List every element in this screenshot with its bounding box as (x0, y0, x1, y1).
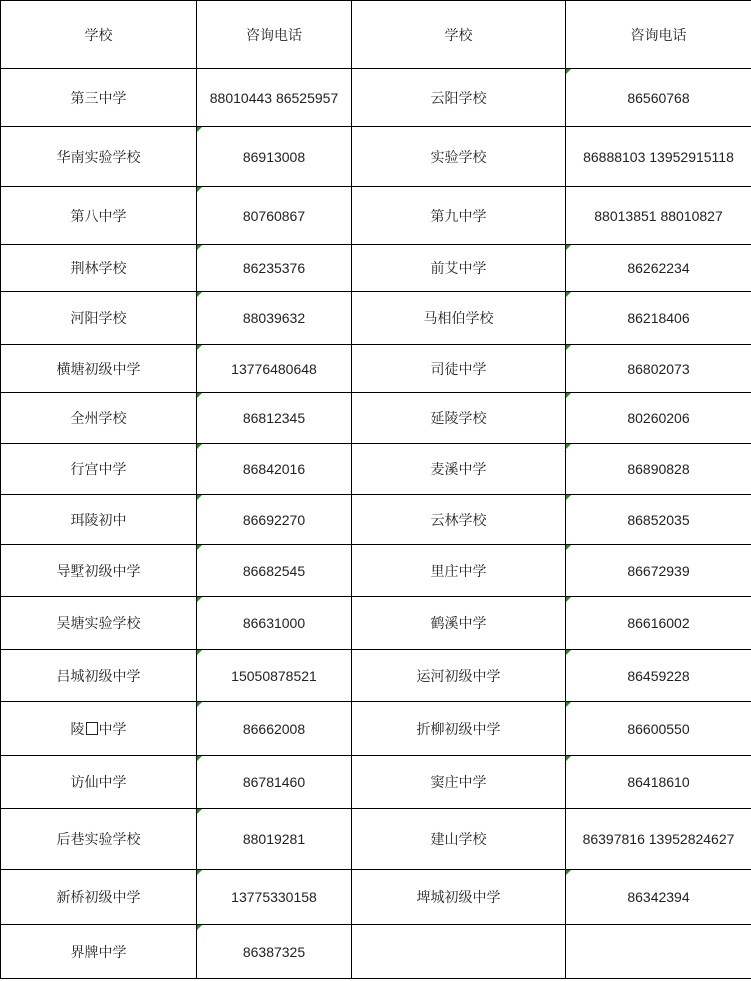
phone-cell[interactable]: 86692270 (197, 495, 352, 545)
school-name-cell[interactable]: 导墅初级中学 (1, 545, 197, 597)
school-name-prefix: 陵 (70, 721, 85, 738)
header-row (1, 1, 751, 69)
table-row (1, 292, 751, 345)
table-row (1, 444, 751, 495)
phone-cell[interactable]: 86888103 13952915118 (566, 127, 751, 187)
phone-cell[interactable]: 13775330158 (197, 870, 352, 925)
school-name-cell[interactable]: 云林学校 (352, 495, 566, 545)
phone-cell[interactable]: 88019281 (197, 809, 352, 870)
table-row (1, 702, 751, 756)
empty-cell[interactable] (352, 925, 566, 979)
school-name-cell[interactable]: 横塘初级中学 (1, 345, 197, 393)
school-name-cell[interactable]: 前艾中学 (352, 245, 566, 292)
phone-cell[interactable]: 13776480648 (197, 345, 352, 393)
header-phone-2: 咨询电话 (566, 1, 751, 69)
table-row (1, 345, 751, 393)
phone-cell[interactable]: 86781460 (197, 756, 352, 809)
school-name-cell[interactable]: 访仙中学 (1, 756, 197, 809)
table-row (1, 127, 751, 187)
school-name-cell[interactable]: 实验学校 (352, 127, 566, 187)
phone-cell[interactable]: 86418610 (566, 756, 751, 809)
table-row (1, 809, 751, 870)
header-phone-1: 咨询电话 (197, 1, 352, 69)
phone-cell[interactable]: 86459228 (566, 650, 751, 702)
phone-cell[interactable]: 86672939 (566, 545, 751, 597)
school-name-cell[interactable]: 云阳学校 (352, 69, 566, 127)
school-name-cell[interactable]: 麦溪中学 (352, 444, 566, 495)
school-name-cell[interactable]: 折柳初级中学 (352, 702, 566, 756)
school-name-cell[interactable]: 建山学校 (352, 809, 566, 870)
phone-cell[interactable]: 86387325 (197, 925, 352, 979)
phone-cell[interactable]: 86682545 (197, 545, 352, 597)
phone-cell[interactable]: 86397816 13952824627 (566, 809, 751, 870)
phone-cell[interactable]: 86842016 (197, 444, 352, 495)
table-row (1, 495, 751, 545)
school-name-cell[interactable]: 吕城初级中学 (1, 650, 197, 702)
table-row (1, 870, 751, 925)
phone-cell[interactable]: 86218406 (566, 292, 751, 345)
school-name-cell[interactable]: 延陵学校 (352, 393, 566, 444)
school-name-cell[interactable]: 里庄中学 (352, 545, 566, 597)
phone-cell[interactable]: 86631000 (197, 597, 352, 650)
header-school-1: 学校 (1, 1, 197, 69)
table-row (1, 756, 751, 809)
school-name-cell[interactable]: 荆林学校 (1, 245, 197, 292)
table-row (1, 545, 751, 597)
phone-cell[interactable]: 86560768 (566, 69, 751, 127)
school-name-cell[interactable]: 第三中学 (1, 69, 197, 127)
table-row (1, 69, 751, 127)
school-name-cell[interactable]: 第八中学 (1, 187, 197, 245)
phone-cell[interactable]: 80760867 (197, 187, 352, 245)
table-row (1, 597, 751, 650)
phone-cell[interactable]: 86616002 (566, 597, 751, 650)
phone-cell[interactable]: 86342394 (566, 870, 751, 925)
missing-glyph-box (86, 722, 98, 735)
phone-cell[interactable]: 15050878521 (197, 650, 352, 702)
school-name-cell[interactable]: 窦庄中学 (352, 756, 566, 809)
phone-cell[interactable]: 86890828 (566, 444, 751, 495)
phone-cell[interactable]: 86812345 (197, 393, 352, 444)
school-name-cell[interactable]: 行宫中学 (1, 444, 197, 495)
table-row (1, 650, 751, 702)
phone-cell[interactable]: 86600550 (566, 702, 751, 756)
table-row (1, 393, 751, 444)
school-name-cell[interactable]: 全州学校 (1, 393, 197, 444)
empty-cell[interactable] (566, 925, 751, 979)
school-name-cell[interactable]: 埤城初级中学 (352, 870, 566, 925)
school-name-cell[interactable]: 界牌中学 (1, 925, 197, 979)
school-name-cell[interactable]: 吴塘实验学校 (1, 597, 197, 650)
phone-cell[interactable]: 80260206 (566, 393, 751, 444)
phone-cell[interactable]: 86262234 (566, 245, 751, 292)
phone-cell[interactable]: 86913008 (197, 127, 352, 187)
school-name-suffix: 中学 (98, 721, 127, 738)
phone-cell[interactable]: 86802073 (566, 345, 751, 393)
phone-cell[interactable]: 86662008 (197, 702, 352, 756)
table-row (1, 925, 751, 979)
school-name-cell[interactable]: 后巷实验学校 (1, 809, 197, 870)
phone-cell[interactable]: 88039632 (197, 292, 352, 345)
school-name-cell[interactable]: 鹤溪中学 (352, 597, 566, 650)
school-name-cell[interactable]: 华南实验学校 (1, 127, 197, 187)
school-name-cell[interactable]: 第九中学 (352, 187, 566, 245)
phone-cell[interactable]: 86235376 (197, 245, 352, 292)
phone-cell[interactable]: 88013851 88010827 (566, 187, 751, 245)
school-name-cell[interactable]: 运河初级中学 (352, 650, 566, 702)
phone-cell[interactable]: 88010443 86525957 (197, 69, 352, 127)
school-name-cell[interactable]: 马相伯学校 (352, 292, 566, 345)
table-row (1, 187, 751, 245)
phone-cell[interactable]: 86852035 (566, 495, 751, 545)
school-name-cell[interactable] (1, 702, 197, 756)
school-name-cell[interactable]: 司徒中学 (352, 345, 566, 393)
school-name-cell[interactable]: 新桥初级中学 (1, 870, 197, 925)
table-row (1, 245, 751, 292)
school-name-cell[interactable]: 河阳学校 (1, 292, 197, 345)
school-name-cell[interactable]: 珥陵初中 (1, 495, 197, 545)
header-school-2: 学校 (352, 1, 566, 69)
